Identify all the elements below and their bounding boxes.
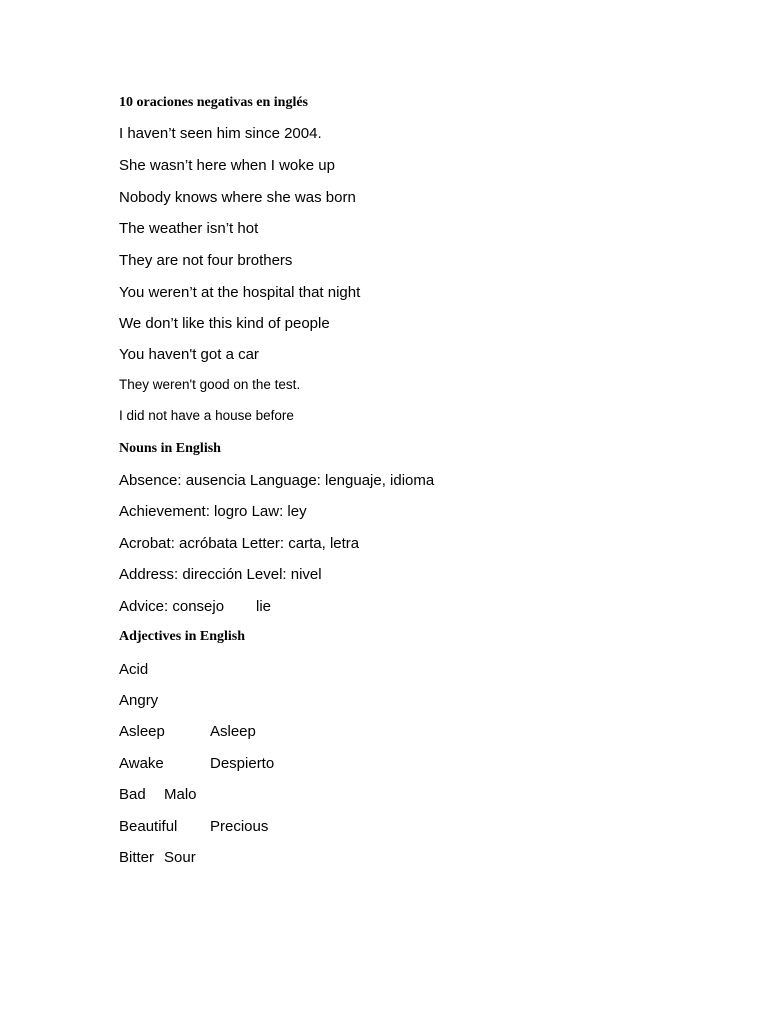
adjective-2-left: Angry <box>119 692 159 709</box>
negative-sentence-10: I did not have a house before <box>119 408 294 423</box>
adjective-7-right: Sour <box>164 849 196 866</box>
adjective-1-left: Acid <box>119 661 149 678</box>
adjective-5-left: Bad <box>119 786 146 803</box>
adjective-3-left: Asleep <box>119 723 165 740</box>
negative-sentence-4: The weather isn’t hot <box>119 220 259 237</box>
negative-sentence-8: You haven't got a car <box>119 346 259 363</box>
negative-sentence-9: They weren't good on the test. <box>119 377 301 392</box>
noun-entry-3: Acrobat: acróbata Letter: carta, letra <box>119 535 360 552</box>
noun-entry-5-right: lie <box>256 598 272 615</box>
heading-negatives: 10 oraciones negativas en inglés <box>119 95 308 110</box>
noun-entry-1: Absence: ausencia Language: lenguaje, idioma <box>119 472 435 489</box>
negative-sentence-6: You weren’t at the hospital that night <box>119 284 361 301</box>
adjective-6-left: Beautiful <box>119 818 178 835</box>
adjective-4-right: Despierto <box>210 755 275 772</box>
adjective-5-right: Malo <box>164 786 197 803</box>
negative-sentence-1: I haven’t seen him since 2004. <box>119 125 322 142</box>
negative-sentence-2: She wasn’t here when I woke up <box>119 157 335 174</box>
negative-sentence-3: Nobody knows where she was born <box>119 189 356 206</box>
noun-entry-2: Achievement: logro Law: ley <box>119 503 307 520</box>
adjective-4-left: Awake <box>119 755 164 772</box>
adjective-3-right: Asleep <box>210 723 256 740</box>
negative-sentence-5: They are not four brothers <box>119 252 293 269</box>
negative-sentence-7: We don’t like this kind of people <box>119 315 330 332</box>
adjective-7-left: Bitter <box>119 849 155 866</box>
noun-entry-5-left: Advice: consejo <box>119 598 225 615</box>
adjective-6-right: Precious <box>210 818 269 835</box>
heading-nouns: Nouns in English <box>119 441 221 456</box>
heading-adjectives: Adjectives in English <box>119 629 246 644</box>
noun-entry-4: Address: dirección Level: nivel <box>119 566 322 583</box>
